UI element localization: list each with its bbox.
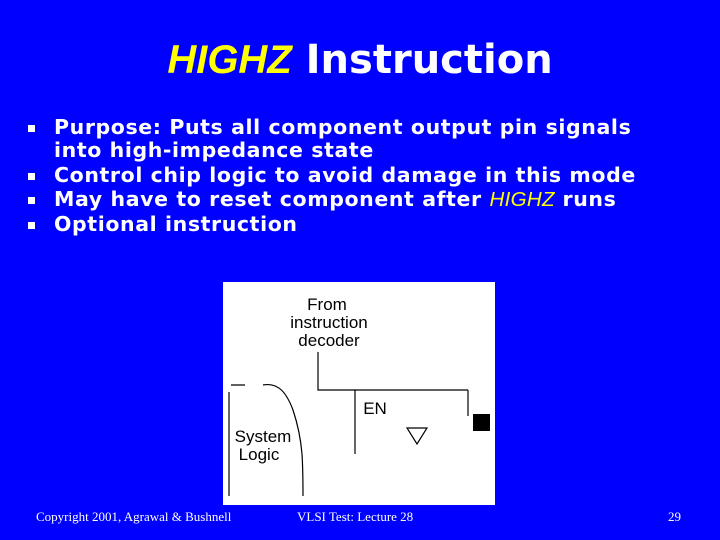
bullet-square-icon (28, 173, 35, 180)
highz-circuit-diagram (223, 282, 495, 505)
bullet-text-post: runs (554, 187, 617, 211)
bullet-square-icon (28, 125, 35, 132)
label-logic: Logic (238, 445, 280, 464)
page-number: 29 (668, 509, 681, 524)
bullet-keyword: HIGHZ (489, 188, 555, 211)
label-from: From (307, 295, 347, 314)
bullet-text-line2: into high-impedance state (54, 138, 374, 162)
bullet-item-optional (26, 213, 716, 236)
output-pin-icon (473, 414, 490, 431)
circuit-svg (223, 282, 495, 505)
title-text: Instruction (291, 37, 553, 83)
bullet-text: Control chip logic to avoid damage in this mode (54, 162, 636, 187)
label-decoder: decoder (298, 331, 360, 350)
bullet-square-icon (28, 222, 35, 229)
bullet-text-line1: Purpose: Puts all component output pin signals (54, 115, 632, 139)
bullet-text: Optional instruction (54, 211, 298, 236)
label-instruction: instruction (290, 313, 368, 332)
decoder-wire (318, 352, 355, 454)
bullet-item-control (26, 164, 716, 187)
title-keyword: HIGHZ (167, 38, 292, 82)
tristate-buffer-icon (407, 428, 427, 444)
slide-title (0, 38, 720, 82)
bullet-list (26, 116, 716, 237)
bullet-item-purpose (26, 116, 716, 162)
footer-course: VLSI Test: Lecture 28 (297, 509, 414, 524)
bullet-text-pre: May have to reset component after (54, 187, 490, 211)
label-system: System (234, 427, 292, 446)
label-en: EN (363, 399, 387, 418)
footer-copyright: Copyright 2001, Agrawal & Bushnell (36, 509, 232, 524)
bullet-item-reset (26, 188, 716, 211)
bullet-square-icon (28, 197, 35, 204)
